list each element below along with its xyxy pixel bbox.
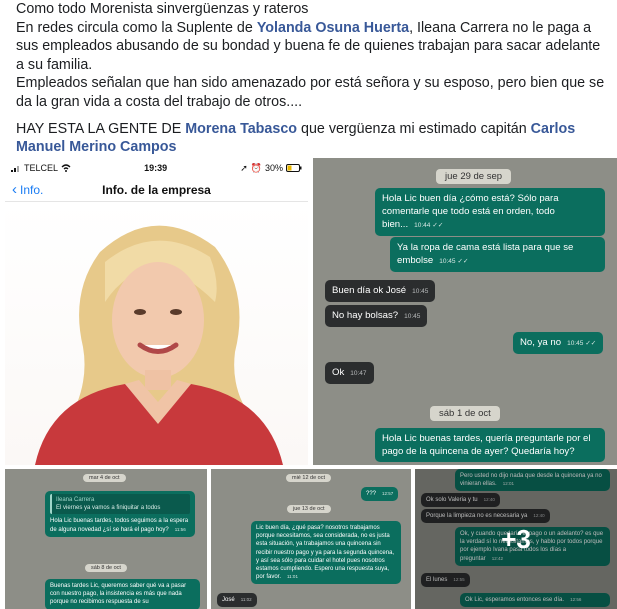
message-text: Ya la ropa de cama está lista para que se embolse [397, 242, 574, 266]
message-text: No, ya no [520, 337, 562, 348]
double-check-icon: ✓✓ [585, 340, 597, 347]
photo-tile-5[interactable] [415, 469, 617, 609]
post-line-2-pre: En redes circula como la Suplente de [16, 19, 257, 36]
photo-grid [0, 158, 617, 609]
post-line-4 [16, 120, 606, 157]
status-bar [5, 158, 308, 178]
profile-photo [5, 202, 308, 465]
mention-yolanda-osuna[interactable]: Yolanda Osuna Huerta [256, 19, 410, 36]
post-line-2-post: , Ileana Carrera no le paga a sus empleados abusando de su bondad y buena fe de quienes trabajan para sacar adelante a su familia. [16, 19, 601, 73]
post-line-4-pre: HAY ESTA LA GENTE DE [16, 120, 186, 137]
date-pill: mié 12 de oct [286, 474, 331, 482]
photo-tile-1[interactable] [5, 158, 308, 465]
date-pill: sáb 8 de oct [85, 564, 127, 572]
message-time: 10:45 [439, 258, 456, 265]
message-bubble [325, 280, 435, 302]
battery-icon [286, 164, 302, 172]
message-bubble [390, 237, 605, 272]
date-pill: mar 4 de oct [83, 474, 126, 482]
message-time: 10:47 [350, 370, 367, 377]
message-time: 12:55 [453, 577, 465, 582]
mention-morena-tabasco[interactable]: Morena Tabasco [185, 120, 298, 137]
message-time: 11:02 [240, 597, 252, 602]
message-time: 12:40 [483, 497, 495, 502]
date-pill: sáb 1 de oct [430, 406, 500, 421]
message-text: Buenas tardes Lic, queremos saber qué va a pasar con nuestro pago, la insistencia es más que nada porque no recibimos respuesta de su [50, 583, 187, 606]
quoted-reply [50, 494, 190, 514]
message-text: Hola Lic buenas tardes, quería preguntarle por el pago de la quincena de ayer? Quedaría hoy? [382, 433, 591, 457]
clock: 19:39 [144, 163, 168, 173]
message-bubble [251, 521, 401, 584]
location-icon: ➚ [240, 162, 248, 173]
message-time: 12:56 [570, 597, 582, 602]
message-bubble [361, 487, 398, 501]
alarm-icon: ⏰ [250, 162, 262, 173]
message-text: Ok, y cuando quedaría el pago o un adelanto? es que la verdad sí lo necesitamos, y hablo por todos porque por ejemplo Ivana pasa todos los días a preguntar [460, 531, 604, 562]
nav-title: Info. de la empresa [102, 182, 211, 197]
more-photos-count: +3 [501, 523, 531, 554]
message-time: 10:44 [414, 222, 431, 229]
post-line-4-mid: que vergüenza mi estimado capitán [297, 120, 531, 137]
quoted-author: Ileana Carrera [56, 497, 95, 503]
message-time: 10:45 [404, 313, 421, 320]
back-button[interactable] [5, 182, 43, 197]
message-text: Ok solo Valeria y tu [426, 497, 478, 503]
photo-tile-3[interactable] [5, 469, 207, 609]
post-text [16, 0, 606, 157]
wifi-icon [61, 164, 71, 172]
message-bubble [513, 332, 603, 354]
mention-carlos-merino[interactable]: Carlos Manuel Merino Campos [16, 120, 576, 156]
post-line-1: Como todo Morenista sinvergüenzas y rateros [16, 1, 309, 17]
date-pill: jue 29 de sep [436, 169, 511, 184]
double-check-icon: ✓✓ [457, 258, 469, 265]
message-text: Ok [332, 367, 345, 378]
post-line-2 [16, 19, 606, 75]
message-time: 10:45 [412, 288, 429, 295]
message-text: No hay bolsas? [332, 310, 399, 321]
message-time: 12:01 [502, 481, 514, 487]
message-time: 12:57 [382, 491, 394, 496]
message-time: 12:42 [491, 555, 503, 561]
message-text: Pero usted no dijo nada que desde la quincena ya no vinieran ellas. [460, 473, 602, 488]
battery-label: 30% [264, 163, 283, 173]
carrier-group [11, 163, 71, 173]
photo-tile-4[interactable] [211, 469, 411, 609]
message-text: José [222, 597, 235, 603]
message-bubble [375, 188, 605, 236]
date-pill: jue 13 de oct [287, 505, 331, 513]
message-text: Hola Lic buen día ¿cómo está? Sólo para comentarle que todo está en orden, todo bien... [382, 193, 559, 230]
woman-portrait-icon [5, 202, 308, 465]
message-bubble [375, 428, 605, 462]
message-bubble [325, 305, 427, 327]
carrier-label: TELCEL [24, 163, 59, 173]
message-bubble [45, 491, 195, 537]
nav-bar [5, 178, 308, 202]
post-line-3: Empleados señalan que han sido amenazado por está señora y su esposo, pero bien que se da la gran vida a costa del trabajo de otros.... [16, 75, 605, 110]
message-bubble [45, 579, 200, 609]
more-photos-overlay[interactable] [415, 469, 617, 609]
battery-group [240, 163, 302, 174]
message-text: Hola Lic buenas tardes, todos seguimos a la espera de alguna novedad ¿sí se hará el pago hoy? [50, 518, 189, 533]
signal-icon [11, 164, 21, 172]
message-text: Ok Lic, esperamos entonces ese día. [465, 597, 565, 603]
message-text: Porque la limpieza no es necesaria ya [426, 513, 528, 519]
quoted-text: El viernes ya vamos a finiquitar a todos [56, 505, 161, 512]
message-bubble [325, 362, 374, 384]
message-text: ??? [366, 491, 377, 497]
message-text: Lic buen día, ¿qué pasa? nosotros trabajamos porque necesitamos, sea considerada, no es justa esta situación, ya trabajamos una quincena sin recibir nuestro pago y ya para la segunda quincena, y así sea sólo para cuidar el hotel pues nosotros estamos cumpliendo. Espero una respuesta suya, por favor. [256, 525, 395, 581]
message-bubble [217, 593, 257, 607]
chevron-left-icon: ‹ [12, 181, 17, 198]
message-time: 12:40 [533, 513, 545, 518]
message-time: 11:01 [287, 574, 298, 580]
photo-tile-2[interactable] [313, 158, 617, 465]
message-time: 11:56 [174, 526, 186, 532]
message-text: Buen día ok José [332, 285, 407, 296]
back-label: Info. [20, 182, 44, 197]
double-check-icon: ✓✓ [432, 222, 444, 229]
message-text: El lunes [426, 577, 448, 583]
message-time: 10:45 [567, 340, 584, 347]
